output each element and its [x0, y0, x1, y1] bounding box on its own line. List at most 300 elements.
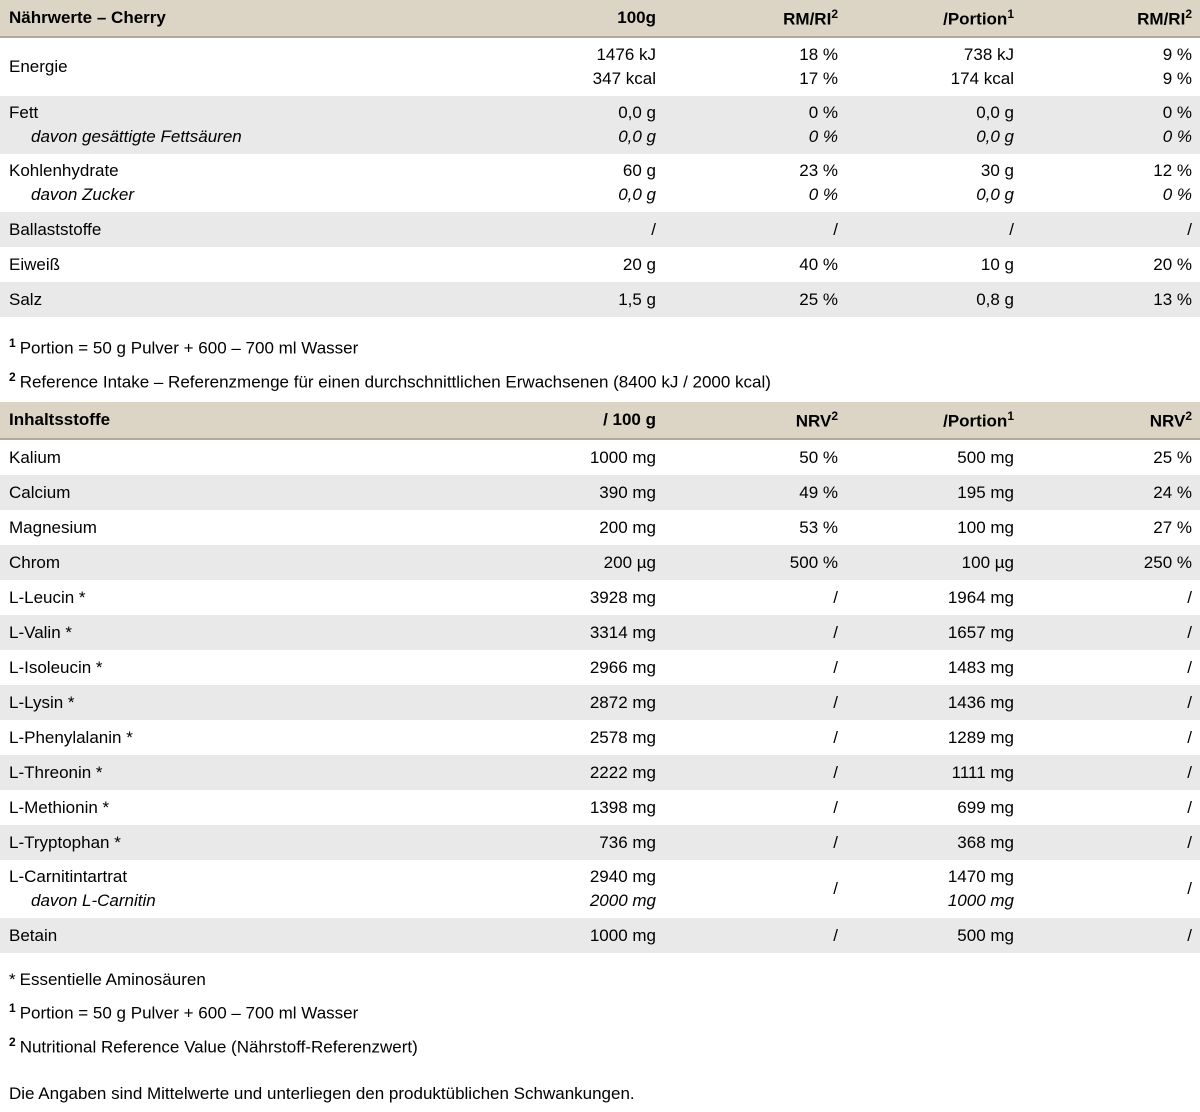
row-label: Fett	[9, 103, 39, 122]
row-label: Calcium	[9, 482, 71, 502]
value-stack	[838, 831, 1014, 855]
value-stack	[656, 288, 838, 312]
value-stack	[476, 446, 656, 470]
value-line: 1398 mg	[589, 797, 656, 817]
value-line: /	[1187, 657, 1192, 677]
value-cell	[656, 924, 838, 948]
row-label: Kohlenhydrate	[9, 161, 119, 180]
footnote-ref-2: 2	[831, 6, 838, 21]
value-stack	[656, 924, 838, 948]
table-row	[0, 685, 1200, 720]
value-cell	[476, 253, 656, 277]
value-cell	[476, 586, 656, 610]
footnote-essential-aminos	[9, 965, 1200, 994]
value-line: 12 %	[1153, 161, 1192, 180]
value-cell	[656, 796, 838, 820]
value-stack	[656, 253, 838, 277]
value-stack	[656, 656, 838, 680]
value-line: /	[1187, 832, 1192, 852]
table-row	[0, 212, 1200, 247]
row-label-cell	[0, 516, 476, 540]
value-line: 0,0 g	[976, 103, 1014, 122]
value-cell	[656, 481, 838, 505]
table-row	[0, 790, 1200, 825]
footnote-marker-2: 2	[9, 1034, 16, 1049]
value-stack	[1014, 43, 1192, 91]
value-cell	[838, 253, 1014, 277]
value-cell	[1014, 159, 1200, 207]
footnote-portion	[9, 329, 1200, 363]
row-label: L-Phenylalanin *	[9, 727, 133, 747]
value-stack	[656, 586, 838, 610]
label-stack	[9, 101, 476, 149]
value-cell	[476, 481, 656, 505]
value-line: 0,0 g	[618, 185, 656, 204]
value-line: 100 mg	[957, 517, 1014, 537]
table-row	[0, 282, 1200, 317]
table-row	[0, 38, 1200, 96]
value-line: /	[1187, 692, 1192, 712]
value-line: /	[651, 219, 656, 239]
value-cell	[476, 691, 656, 715]
value-line: /	[1187, 879, 1192, 899]
value-stack	[1014, 656, 1192, 680]
value-stack	[656, 516, 838, 540]
value-cell	[1014, 516, 1200, 540]
row-label-cell	[0, 796, 476, 820]
value-stack	[656, 831, 838, 855]
row-label-cell	[0, 831, 476, 855]
value-line: 20 %	[1153, 254, 1192, 274]
value-cell	[476, 551, 656, 575]
value-stack	[476, 656, 656, 680]
col-header-100g: 100g	[617, 8, 656, 27]
value-line: /	[1187, 622, 1192, 642]
value-line: 1470 mg	[947, 867, 1014, 887]
value-cell	[476, 761, 656, 785]
disclaimer-text: Die Angaben sind Mittelwerte und unterliegen den produktüblichen Schwankungen.	[9, 1083, 635, 1103]
value-cell	[656, 656, 838, 680]
footnote-reference-intake	[9, 363, 1200, 397]
footnote-marker-1: 1	[9, 336, 16, 350]
row-label-cell	[0, 551, 476, 575]
value-cell	[838, 621, 1014, 645]
value-cell	[656, 288, 838, 312]
row-label-cell	[0, 656, 476, 680]
value-cell	[656, 446, 838, 470]
value-stack	[476, 831, 656, 855]
value-stack	[838, 586, 1014, 610]
row-label-cell	[0, 218, 476, 242]
value-line: 250 %	[1143, 552, 1192, 572]
value-stack	[838, 761, 1014, 785]
value-line: 1000 mg	[947, 891, 1014, 911]
footnote-marker-star: *	[9, 970, 16, 990]
value-line: 9 %	[1162, 69, 1192, 88]
value-line: 49 %	[799, 482, 838, 502]
value-line: /	[1187, 219, 1192, 239]
value-cell	[1014, 218, 1200, 242]
value-cell	[1014, 726, 1200, 750]
value-stack	[476, 288, 656, 312]
value-stack	[1014, 481, 1192, 505]
value-cell	[838, 159, 1014, 207]
value-cell	[838, 446, 1014, 470]
value-cell	[1014, 43, 1200, 91]
value-line: 0,0 g	[618, 103, 656, 122]
value-cell	[476, 288, 656, 312]
value-stack	[1014, 551, 1192, 575]
value-line: 195 mg	[957, 482, 1014, 502]
value-line: 1289 mg	[947, 727, 1014, 747]
value-stack	[838, 218, 1014, 242]
value-stack	[1014, 159, 1192, 207]
footnote-ref-1: 1	[1007, 408, 1014, 423]
table-row	[0, 720, 1200, 755]
row-label: L-Lysin *	[9, 692, 75, 712]
footnote-nrv	[9, 1028, 1200, 1062]
value-stack	[838, 101, 1014, 149]
value-cell	[1014, 446, 1200, 470]
table-row	[0, 918, 1200, 953]
value-line: 0 %	[1162, 103, 1192, 122]
value-line: 100 µg	[961, 552, 1014, 572]
value-cell	[838, 516, 1014, 540]
row-label-cell	[0, 865, 476, 913]
value-cell	[838, 796, 1014, 820]
value-line: /	[833, 587, 838, 607]
footnote-ref-2: 2	[831, 408, 838, 423]
value-line: 1000 mg	[589, 925, 656, 945]
value-line: 24 %	[1153, 482, 1192, 502]
value-cell	[1014, 586, 1200, 610]
value-line: 0 %	[808, 127, 838, 146]
value-stack	[1014, 621, 1192, 645]
row-label-cell	[0, 924, 476, 948]
nutrition-table-header	[0, 0, 1200, 38]
value-stack	[476, 43, 656, 91]
value-line: 0 %	[808, 185, 838, 204]
value-line: 1111 mg	[951, 762, 1014, 782]
value-stack	[476, 516, 656, 540]
value-stack	[656, 761, 838, 785]
value-line: 25 %	[1153, 447, 1192, 467]
footnote-portion	[9, 994, 1200, 1028]
value-line: 0,8 g	[976, 289, 1014, 309]
table-row	[0, 860, 1200, 918]
value-line: 1476 kJ	[596, 45, 656, 64]
row-label-cell	[0, 691, 476, 715]
value-line: /	[833, 762, 838, 782]
table-row	[0, 154, 1200, 212]
value-stack	[476, 101, 656, 149]
value-cell	[838, 924, 1014, 948]
value-cell	[838, 586, 1014, 610]
row-sublabel: davon Zucker	[31, 185, 134, 204]
value-line: 1483 mg	[947, 657, 1014, 677]
row-label-cell	[0, 159, 476, 207]
footnote-marker-2: 2	[9, 369, 16, 384]
value-line: 200 µg	[603, 552, 656, 572]
value-line: 10 g	[980, 254, 1014, 274]
value-stack	[656, 691, 838, 715]
row-label: L-Threonin *	[9, 762, 103, 782]
col-header-nrv-portion: NRV$^2$	[1149, 408, 1192, 431]
col-header-rmri-portion: $RM/RI^2$	[1137, 6, 1192, 29]
value-line: 738 kJ	[963, 45, 1014, 64]
value-cell	[838, 288, 1014, 312]
table-row	[0, 580, 1200, 615]
value-stack	[838, 288, 1014, 312]
value-stack	[1014, 761, 1192, 785]
value-line: 2966 mg	[589, 657, 656, 677]
value-cell	[838, 865, 1014, 913]
value-line: 500 %	[789, 552, 838, 572]
value-line: 2000 mg	[589, 891, 656, 911]
value-cell	[1014, 924, 1200, 948]
value-stack	[838, 865, 1014, 913]
value-line: /	[833, 622, 838, 642]
value-cell	[656, 877, 838, 901]
value-cell	[656, 761, 838, 785]
value-stack	[1014, 101, 1192, 149]
col-header-per-100g: / 100 g	[603, 410, 656, 430]
value-stack	[838, 516, 1014, 540]
value-stack	[838, 726, 1014, 750]
value-stack	[1014, 586, 1192, 610]
value-line: 3314 mg	[589, 622, 656, 642]
row-label: Betain	[9, 925, 58, 945]
value-stack	[838, 253, 1014, 277]
value-cell	[656, 691, 838, 715]
value-cell	[838, 43, 1014, 91]
table-row	[0, 755, 1200, 790]
value-line: 2872 mg	[589, 692, 656, 712]
value-line: 174 kcal	[950, 69, 1014, 88]
footnote-ref-2: 2	[1185, 408, 1192, 423]
ingredients-table-title: Inhaltsstoffe	[9, 410, 111, 430]
table-row	[0, 247, 1200, 282]
col-header-portion: /Portion$^1$	[943, 6, 1014, 29]
value-line: 0,0 g	[976, 185, 1014, 204]
value-stack	[838, 446, 1014, 470]
value-line: 40 %	[799, 254, 838, 274]
value-cell	[1014, 481, 1200, 505]
row-label: L-Valin *	[9, 622, 72, 642]
value-stack	[476, 924, 656, 948]
value-cell	[476, 796, 656, 820]
value-stack	[656, 621, 838, 645]
value-line: 13 %	[1153, 289, 1192, 309]
value-cell	[656, 43, 838, 91]
value-line: 368 mg	[957, 832, 1014, 852]
footnote-text: Reference Intake – Referenzmenge für einen durchschnittlichen Erwachsenen (8400 kJ / 2000 kcal)	[19, 372, 771, 392]
value-cell	[838, 481, 1014, 505]
row-label: L-Isoleucin *	[9, 657, 103, 677]
footnote-ref-1: 1	[1007, 6, 1014, 21]
value-stack	[476, 159, 656, 207]
footnote-text: Essentielle Aminosäuren	[19, 970, 206, 990]
value-stack	[476, 481, 656, 505]
label-stack	[9, 159, 476, 207]
row-label-cell	[0, 621, 476, 645]
value-line: 0 %	[1162, 127, 1192, 146]
value-line: 30 g	[980, 161, 1014, 180]
value-line: /	[1187, 727, 1192, 747]
value-line: 53 %	[799, 517, 838, 537]
footnote-text: Portion = 50 g Pulver + 600 – 700 ml Wasser	[19, 1003, 359, 1023]
col-header-nrv-100g: NRV$^2$	[795, 408, 838, 431]
value-cell	[656, 159, 838, 207]
value-cell	[656, 726, 838, 750]
row-label-cell	[0, 446, 476, 470]
value-line: /	[833, 692, 838, 712]
value-cell	[476, 831, 656, 855]
value-stack	[838, 924, 1014, 948]
value-cell	[476, 446, 656, 470]
row-sublabel: davon L-Carnitin	[31, 891, 156, 911]
table-row	[0, 615, 1200, 650]
row-label: Kalium	[9, 447, 61, 467]
value-cell	[476, 621, 656, 645]
value-cell	[656, 551, 838, 575]
value-line: 27 %	[1153, 517, 1192, 537]
value-stack	[838, 691, 1014, 715]
value-line: 1657 mg	[947, 622, 1014, 642]
row-label: L-Tryptophan *	[9, 832, 121, 852]
value-stack	[476, 761, 656, 785]
row-label: L-Methionin *	[9, 797, 110, 817]
nutrition-footnotes	[0, 317, 1200, 402]
row-label-cell	[0, 761, 476, 785]
value-line: 0,0 g	[618, 127, 656, 146]
value-line: 17 %	[799, 69, 838, 88]
value-line: 50 %	[799, 447, 838, 467]
value-cell	[1014, 831, 1200, 855]
value-cell	[1014, 656, 1200, 680]
value-cell	[1014, 691, 1200, 715]
value-line: /	[833, 657, 838, 677]
value-cell	[1014, 621, 1200, 645]
value-stack	[838, 656, 1014, 680]
col-header-rmri-100g: $RM/RI^2$	[783, 6, 838, 29]
value-stack	[656, 101, 838, 149]
value-cell	[656, 101, 838, 149]
value-line: 0 %	[808, 103, 838, 122]
value-stack	[1014, 924, 1192, 948]
value-stack	[476, 865, 656, 913]
value-cell	[838, 831, 1014, 855]
value-stack	[476, 218, 656, 242]
value-line: 1000 mg	[589, 447, 656, 467]
value-stack	[476, 586, 656, 610]
value-cell	[1014, 253, 1200, 277]
value-line: 1,5 g	[618, 289, 656, 309]
row-label-cell	[0, 55, 476, 79]
value-line: 699 mg	[957, 797, 1014, 817]
nutrition-table-body	[0, 38, 1200, 317]
value-stack	[656, 446, 838, 470]
value-line: 500 mg	[957, 447, 1014, 467]
table-row	[0, 510, 1200, 545]
value-stack	[476, 796, 656, 820]
footnote-ref-2: 2	[1185, 6, 1192, 21]
ingredients-table-header	[0, 402, 1200, 440]
value-line: /	[833, 879, 838, 899]
row-label: Eiweiß	[9, 254, 61, 274]
row-label: Ballaststoffe	[9, 219, 102, 239]
value-cell	[656, 621, 838, 645]
value-line: /	[833, 219, 838, 239]
label-stack	[9, 865, 476, 913]
value-stack	[656, 159, 838, 207]
value-line: 3928 mg	[589, 587, 656, 607]
value-cell	[1014, 796, 1200, 820]
value-cell	[476, 924, 656, 948]
value-line: /	[1009, 219, 1014, 239]
footnote-text: Nutritional Reference Value (Nährstoff-Referenzwert)	[19, 1037, 418, 1057]
value-line: /	[1187, 587, 1192, 607]
value-cell	[476, 726, 656, 750]
value-line: 60 g	[622, 161, 656, 180]
value-stack	[1014, 218, 1192, 242]
nutrition-table-title: Nährwerte – Cherry	[9, 8, 166, 27]
row-label: Chrom	[9, 552, 61, 572]
value-stack	[656, 726, 838, 750]
value-line: 9 %	[1162, 45, 1192, 64]
value-cell	[656, 253, 838, 277]
table-row	[0, 96, 1200, 154]
value-stack	[1014, 877, 1192, 901]
value-line: 390 mg	[599, 482, 656, 502]
value-stack	[476, 253, 656, 277]
value-stack	[656, 43, 838, 91]
value-line: /	[833, 925, 838, 945]
table-row	[0, 650, 1200, 685]
value-line: /	[833, 797, 838, 817]
value-stack	[1014, 253, 1192, 277]
value-cell	[1014, 551, 1200, 575]
value-stack	[656, 481, 838, 505]
value-cell	[838, 551, 1014, 575]
value-stack	[1014, 446, 1192, 470]
value-cell	[838, 101, 1014, 149]
row-sublabel: davon gesättigte Fettsäuren	[31, 127, 242, 146]
value-line: /	[1187, 797, 1192, 817]
row-label: Magnesium	[9, 517, 97, 537]
value-line: 20 g	[622, 254, 656, 274]
table-row	[0, 825, 1200, 860]
value-stack	[476, 726, 656, 750]
value-cell	[476, 101, 656, 149]
value-cell	[656, 586, 838, 610]
value-line: 25 %	[799, 289, 838, 309]
value-stack	[1014, 831, 1192, 855]
value-line: 1964 mg	[947, 587, 1014, 607]
table-row	[0, 545, 1200, 580]
value-stack	[1014, 516, 1192, 540]
value-cell	[838, 691, 1014, 715]
table-row	[0, 475, 1200, 510]
value-line: 1436 mg	[947, 692, 1014, 712]
row-label: L-Leucin *	[9, 587, 86, 607]
value-cell	[838, 726, 1014, 750]
value-line: 200 mg	[599, 517, 656, 537]
value-stack	[838, 796, 1014, 820]
footnote-marker-1: 1	[9, 1001, 16, 1016]
value-cell	[656, 218, 838, 242]
col-header-portion: /Portion$^1$	[943, 408, 1014, 431]
